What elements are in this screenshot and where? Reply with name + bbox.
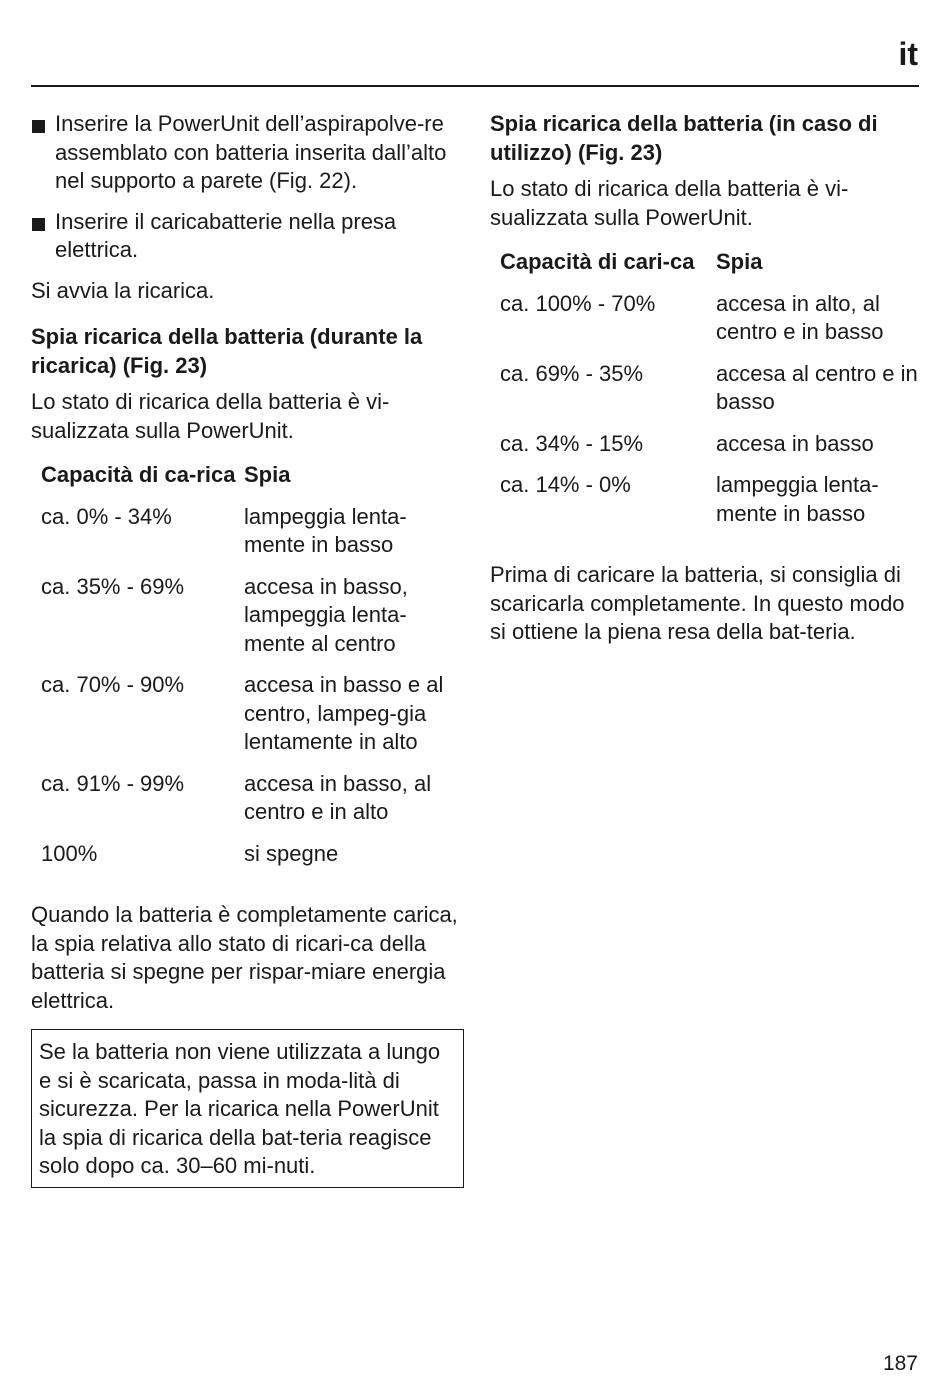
table-cell-indicator: accesa al centro e in basso bbox=[716, 360, 918, 414]
table-row bbox=[31, 573, 463, 672]
table-cell-capacity: ca. 0% - 34% bbox=[41, 503, 172, 529]
table-row bbox=[31, 770, 463, 840]
table-cell-indicator: accesa in basso bbox=[716, 430, 874, 456]
table-cell-capacity: ca. 35% - 69% bbox=[41, 573, 185, 599]
header-rule bbox=[31, 85, 919, 87]
section-intro: Lo stato di ricarica della batteria è vi-sualizzata sulla PowerUnit. bbox=[490, 176, 849, 230]
table-row bbox=[490, 430, 920, 472]
table-cell-indicator: accesa in basso e al centro, lampeg-gia lentamente in alto bbox=[244, 672, 444, 754]
page-number: 187 bbox=[882, 1352, 918, 1375]
bullet-text: Inserire la PowerUnit dell’aspirapolve-re assemblato con batteria inserita dall’alto nel supporto a parete (Fig. 22). bbox=[55, 111, 447, 193]
table-cell-capacity: ca. 69% - 35% bbox=[500, 360, 644, 386]
start-text: Si avvia la ricarica. bbox=[31, 277, 215, 303]
table-cell-indicator: accesa in alto, al centro e in basso bbox=[716, 290, 884, 344]
table-row bbox=[490, 360, 920, 430]
table-row bbox=[490, 471, 920, 541]
table-cell-capacity: ca. 34% - 15% bbox=[500, 430, 644, 456]
table-header-row bbox=[31, 461, 463, 503]
usage-status-table bbox=[490, 248, 920, 541]
note-text: Se la batteria non viene utilizzata a lungo e si è scaricata, passa in moda-lità di sicurezza. Per la ricarica nella PowerUnit la spia di ricarica della bat-teria reagisce solo dopo ca. 30–60 mi-nuti. bbox=[39, 1039, 441, 1178]
table-header-indicator: Spia bbox=[716, 249, 763, 274]
table-cell-indicator: accesa in basso, al centro e in alto bbox=[244, 770, 432, 824]
table-row bbox=[490, 290, 920, 360]
table-cell-capacity: ca. 91% - 99% bbox=[41, 770, 185, 796]
bullet-square-icon bbox=[32, 218, 45, 231]
right-column bbox=[490, 110, 920, 647]
table-cell-indicator: lampeggia lenta-mente in basso bbox=[716, 472, 879, 526]
bullet-item bbox=[31, 208, 463, 265]
table-cell-capacity: ca. 70% - 90% bbox=[41, 672, 185, 697]
table-header-indicator: Spia bbox=[244, 462, 291, 487]
left-column bbox=[31, 110, 463, 1188]
section-intro: Lo stato di ricarica della batteria è vi-sualizzata sulla PowerUnit. bbox=[31, 389, 390, 443]
charge-status-table bbox=[31, 461, 463, 881]
bullet-square-icon bbox=[32, 120, 45, 133]
language-tag: it bbox=[898, 36, 918, 72]
table-row bbox=[31, 503, 463, 573]
table-cell-capacity: ca. 14% - 0% bbox=[500, 472, 631, 497]
table-header-capacity: Capacità di cari-ca bbox=[500, 249, 695, 274]
table-cell-indicator: accesa in basso, lampeggia lenta-mente al centro bbox=[244, 573, 408, 656]
table-header-capacity: Capacità di ca-rica bbox=[41, 462, 236, 487]
after-table-text: Quando la batteria è completamente carica, la spia relativa allo stato di ricari-ca della batteria si spegne per rispar-miare energia elettrica. bbox=[31, 902, 458, 1013]
bullet-item bbox=[31, 110, 463, 196]
table-header-row bbox=[490, 248, 920, 290]
table-cell-capacity: 100% bbox=[41, 840, 98, 866]
table-cell-capacity: ca. 100% - 70% bbox=[500, 290, 656, 316]
table-cell-indicator: si spegne bbox=[244, 840, 339, 866]
table-row bbox=[31, 671, 463, 770]
table-row bbox=[31, 840, 463, 882]
section-heading: Spia ricarica della batteria (in caso di utilizzo) (Fig. 23) bbox=[490, 111, 878, 165]
bullet-text: Inserire il caricabatterie nella presa elettrica. bbox=[55, 208, 397, 262]
table-cell-indicator: lampeggia lenta-mente in basso bbox=[244, 503, 407, 557]
after-table-text: Prima di caricare la batteria, si consiglia di scaricarla completamente. In questo modo si ottiene la piena resa della bat-teria. bbox=[490, 562, 905, 644]
section-heading: Spia ricarica della batteria (durante la ricarica) (Fig. 23) bbox=[31, 324, 423, 378]
note-box bbox=[31, 1029, 464, 1188]
